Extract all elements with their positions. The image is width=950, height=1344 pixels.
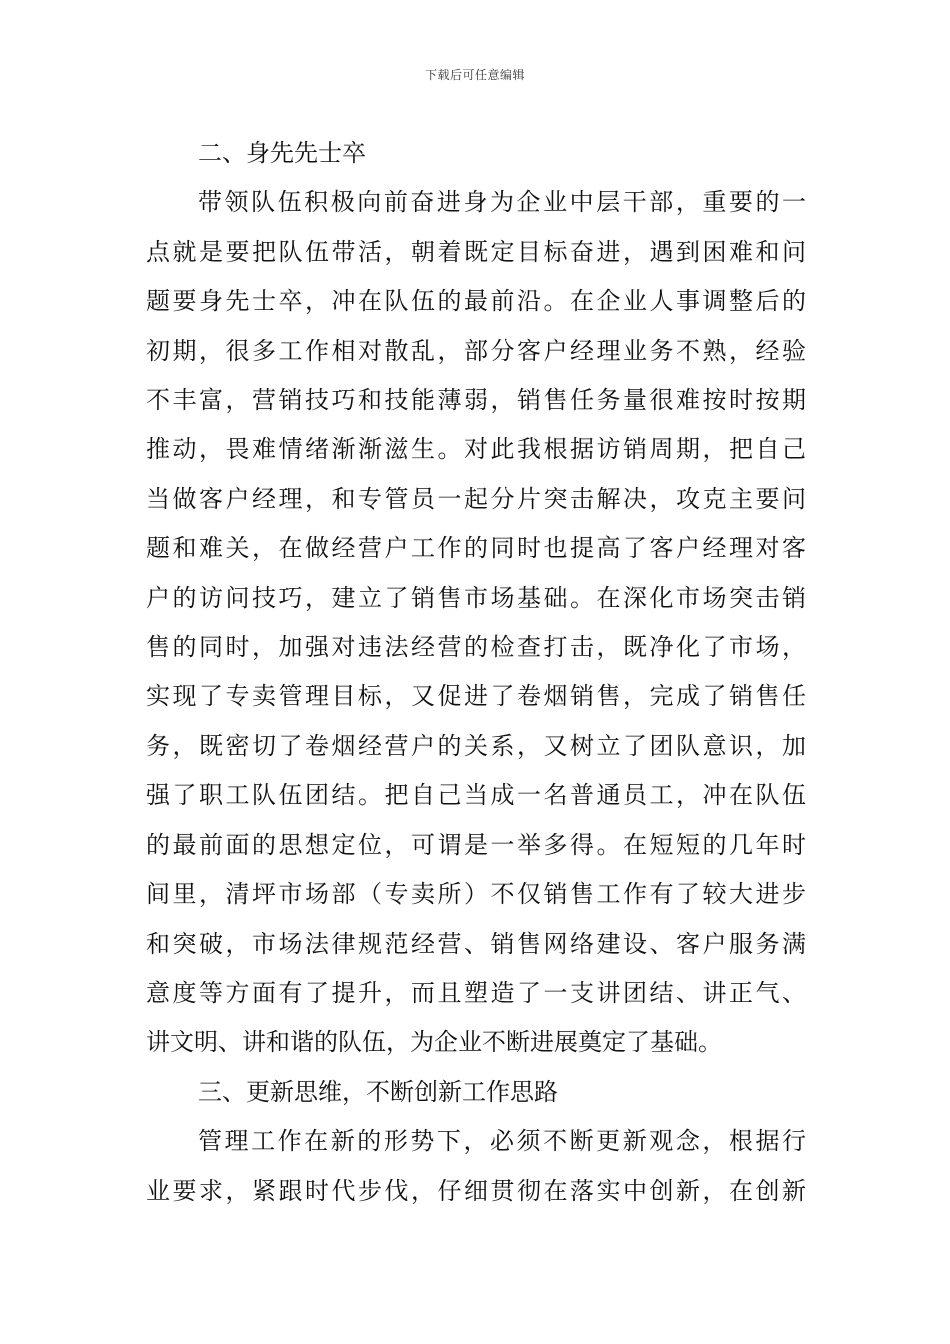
text-line: 不丰富，营销技巧和技能薄弱，销售任务量很难按时按期 [146, 386, 806, 415]
text-line: 户的访问技巧，建立了销售市场基础。在深化市场突击销 [146, 583, 806, 612]
text-line: 务，既密切了卷烟经营户的关系，又树立了团队意识，加 [146, 731, 806, 760]
text-line: 和突破，市场法律规范经营、销售网络建设、客户服务满 [146, 929, 806, 958]
text-line: 初期，很多工作相对散乱，部分客户经理业务不熟，经验 [146, 336, 806, 365]
text-line: 点就是要把队伍带活，朝着既定目标奋进，遇到困难和问 [146, 237, 806, 266]
text-line: 带领队伍积极向前奋进身为企业中层干部，重要的一 [198, 188, 806, 217]
text-line: 售的同时，加强对违法经营的检查打击，既净化了市场， [146, 633, 806, 662]
section-heading-2: 二、身先先士卒 [198, 139, 366, 167]
text-line: 讲文明、讲和谐的队伍，为企业不断进展奠定了基础。 [146, 1028, 722, 1057]
text-line: 题和难关，在做经营户工作的同时也提高了客户经理对客 [146, 534, 806, 563]
section-heading-3: 三、更新思维，不断创新工作思路 [198, 1077, 558, 1106]
text-line: 题要身先士卒，冲在队伍的最前沿。在企业人事调整后的 [146, 287, 806, 316]
section-paragraph-2 [146, 178, 806, 1067]
text-line: 实现了专卖管理目标，又促进了卷烟销售，完成了销售任 [146, 682, 806, 711]
document-body [146, 129, 806, 1216]
text-line: 的最前面的思想定位，可谓是一举多得。在短短的几年时 [146, 830, 806, 859]
text-line: 业要求，紧跟时代步伐，仔细贯彻在落实中创新，在创新 [146, 1176, 806, 1205]
text-line: 间里，清坪市场部（专卖所）不仅销售工作有了较大进步 [146, 880, 806, 909]
text-line: 强了职工队伍团结。把自己当成一名普通员工，冲在队伍 [146, 781, 806, 810]
text-line: 当做客户经理，和专管员一起分片突击解决，攻克主要问 [146, 484, 806, 513]
text-line: 管理工作在新的形势下，必须不断更新观念，根据行 [198, 1127, 806, 1156]
text-line: 意度等方面有了提升，而且塑造了一支讲团结、讲正气、 [146, 978, 806, 1007]
text-line: 推动，畏难情绪渐渐滋生。对此我根据访销周期，把自己 [146, 435, 806, 464]
header-note: 下载后可任意编辑 [424, 68, 525, 82]
section-paragraph-3 [146, 1117, 806, 1216]
